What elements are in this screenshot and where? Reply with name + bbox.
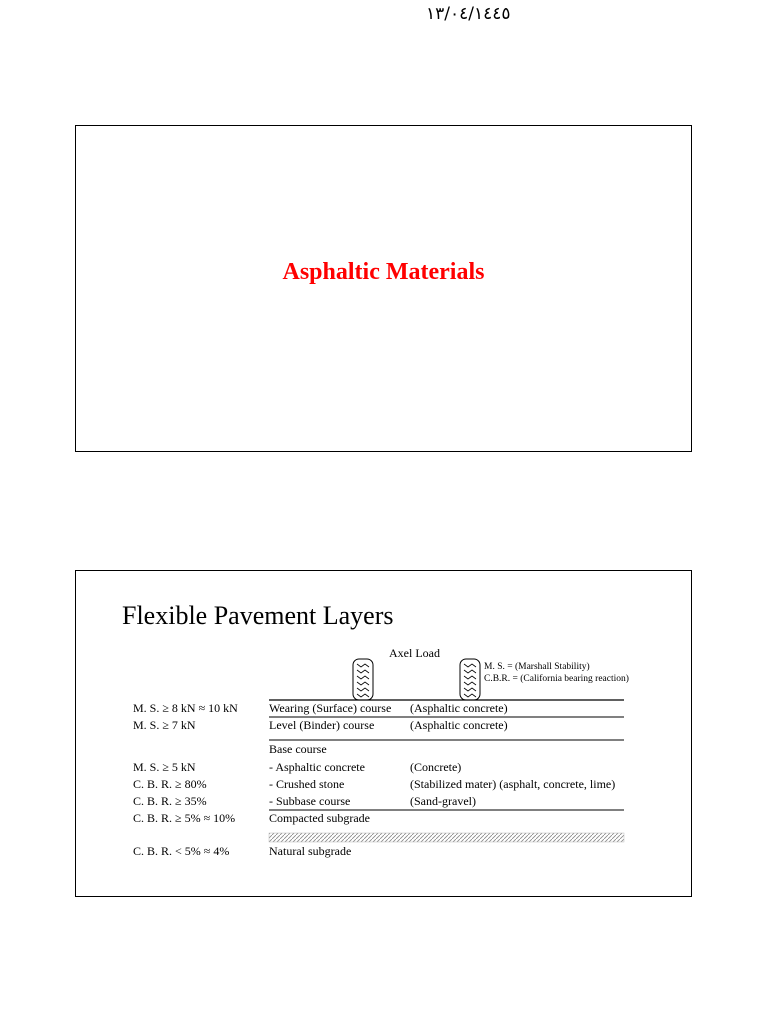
row-layer: - Asphaltic concrete xyxy=(269,760,365,774)
row-layer: Base course xyxy=(269,742,327,756)
slide-title-page xyxy=(75,125,692,452)
row-material: (Sand-gravel) xyxy=(410,794,476,808)
row-layer: - Subbase course xyxy=(269,794,351,808)
subgrade-hatch xyxy=(269,833,624,842)
legend-note: M. S. = (Marshall Stability) xyxy=(484,662,590,672)
legend-note: C.B.R. = (California bearing reaction) xyxy=(484,674,629,684)
row-material: (Stabilized mater) (asphalt, concrete, lime) xyxy=(410,777,616,791)
tyre-icon xyxy=(460,659,480,700)
row-material: (Concrete) xyxy=(410,760,462,774)
row-layer: - Crushed stone xyxy=(269,777,345,791)
row-layer: Natural subgrade xyxy=(269,844,352,858)
row-criterion: C. B. R. ≥ 35% xyxy=(133,794,207,808)
row-criterion: M. S. ≥ 8 kN ≈ 10 kN xyxy=(133,701,238,715)
slide-title: Asphaltic Materials xyxy=(282,259,485,285)
row-criterion: C. B. R. ≥ 5% ≈ 10% xyxy=(133,811,236,825)
row-layer: Compacted subgrade xyxy=(269,811,370,825)
slide-flexible-pavement-layers xyxy=(75,570,692,897)
row-material: (Asphaltic concrete) xyxy=(410,718,508,732)
row-criterion: M. S. ≥ 7 kN xyxy=(133,718,196,732)
tyre-icon xyxy=(353,659,373,700)
header-date: ١٣/٠٤/١٤٤٥ xyxy=(426,4,511,24)
row-material: (Asphaltic concrete) xyxy=(410,701,508,715)
axle-load-label: Axel Load xyxy=(389,646,440,660)
row-criterion: C. B. R. ≥ 80% xyxy=(133,777,207,791)
row-criterion: C. B. R. < 5% ≈ 4% xyxy=(133,844,230,858)
row-layer: Level (Binder) course xyxy=(269,718,375,732)
row-criterion: M. S. ≥ 5 kN xyxy=(133,760,196,774)
row-layer: Wearing (Surface) course xyxy=(269,701,392,715)
slide-title: Flexible Pavement Layers xyxy=(122,601,394,630)
